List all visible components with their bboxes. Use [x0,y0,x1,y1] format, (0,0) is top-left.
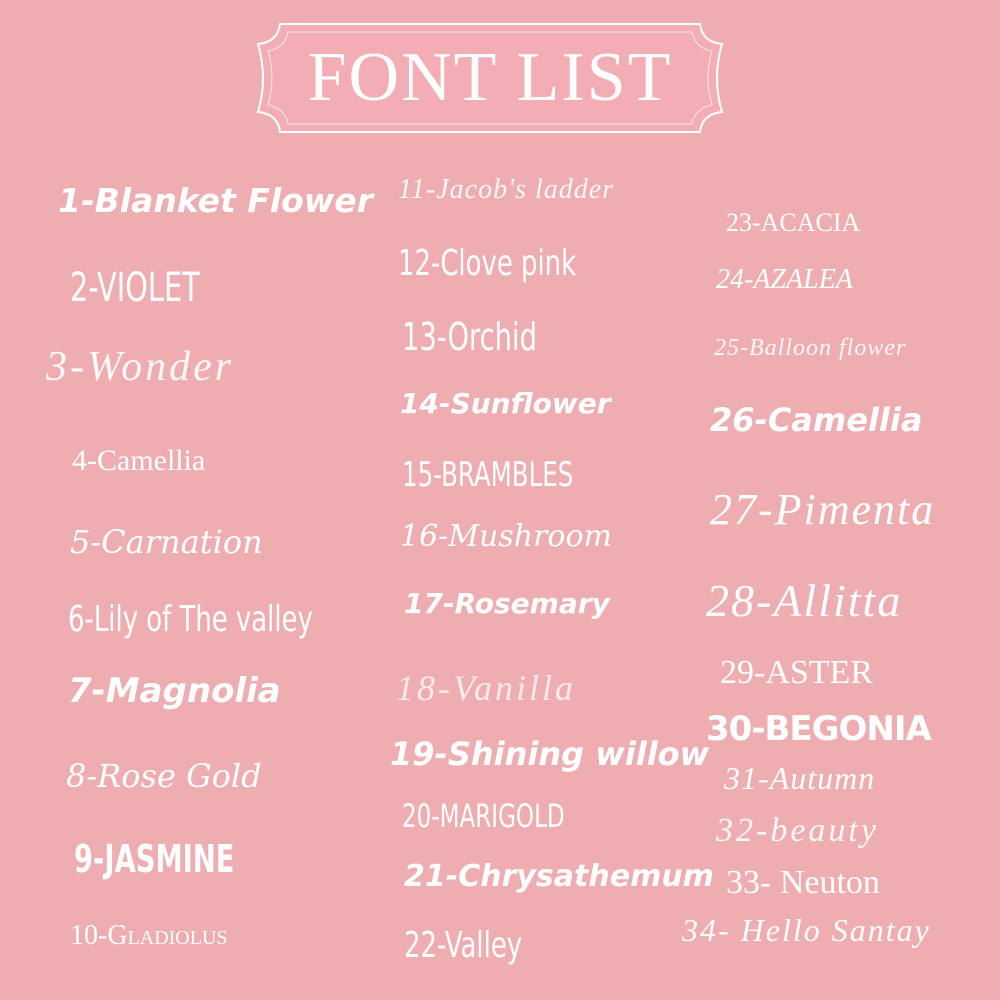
font-item-19: 19-Shining willow [390,735,710,773]
font-item-31: 31-Autumn [724,760,876,796]
font-item-17: 17-Rosemary [404,587,610,620]
font-item-24: 24-AZALEA [716,264,853,295]
page-title: FONT LIST [307,39,673,116]
font-item-14: 14-Sunflower [400,387,611,420]
font-item-27: 27-Pimenta [710,485,936,534]
font-item-26: 26-Camellia [710,401,923,439]
font-item-2: 2-VIOLET [70,265,200,311]
font-item-25: 25-Balloon flower [714,335,907,361]
font-item-1: 1-Blanket Flower [58,181,373,220]
font-item-32: 32-beauty [716,812,879,849]
font-item-18: 18-Vanilla [396,668,576,708]
font-item-13: 13-Orchid [402,315,537,359]
font-item-22: 22-Valley [404,925,523,966]
font-item-5: 5-Carnation [70,523,263,561]
font-item-34: 34- Hello Santay [682,912,931,948]
font-item-15: 15-BRAMBLES [402,455,574,495]
font-item-9: 9-JASMINE [74,837,235,881]
font-item-33: 33- Neuton [726,864,880,901]
font-item-20: 20-MARIGOLD [402,797,565,835]
title-banner [240,16,740,140]
font-item-4: 4-Camellia [72,444,206,477]
font-item-11: 11-Jacob's ladder [398,174,615,205]
font-item-6: 6-Lily of The valley [68,599,313,640]
font-item-23: 23-ACACIA [726,208,861,237]
font-item-21: 21-Chrysathemum [404,859,714,894]
font-item-3: 3-Wonder [46,344,235,390]
font-item-8: 8-Rose Gold [66,757,262,795]
font-item-30: 30-BEGONIA [706,709,931,749]
font-item-29: 29-ASTER [720,654,873,691]
font-item-28: 28-Allitta [706,575,903,626]
font-item-12: 12-Clove pink [398,243,577,284]
font-item-16: 16-Mushroom [400,519,612,554]
font-item-10: 10-Gladiolus [70,920,228,951]
font-item-7: 7-Magnolia [68,671,281,711]
